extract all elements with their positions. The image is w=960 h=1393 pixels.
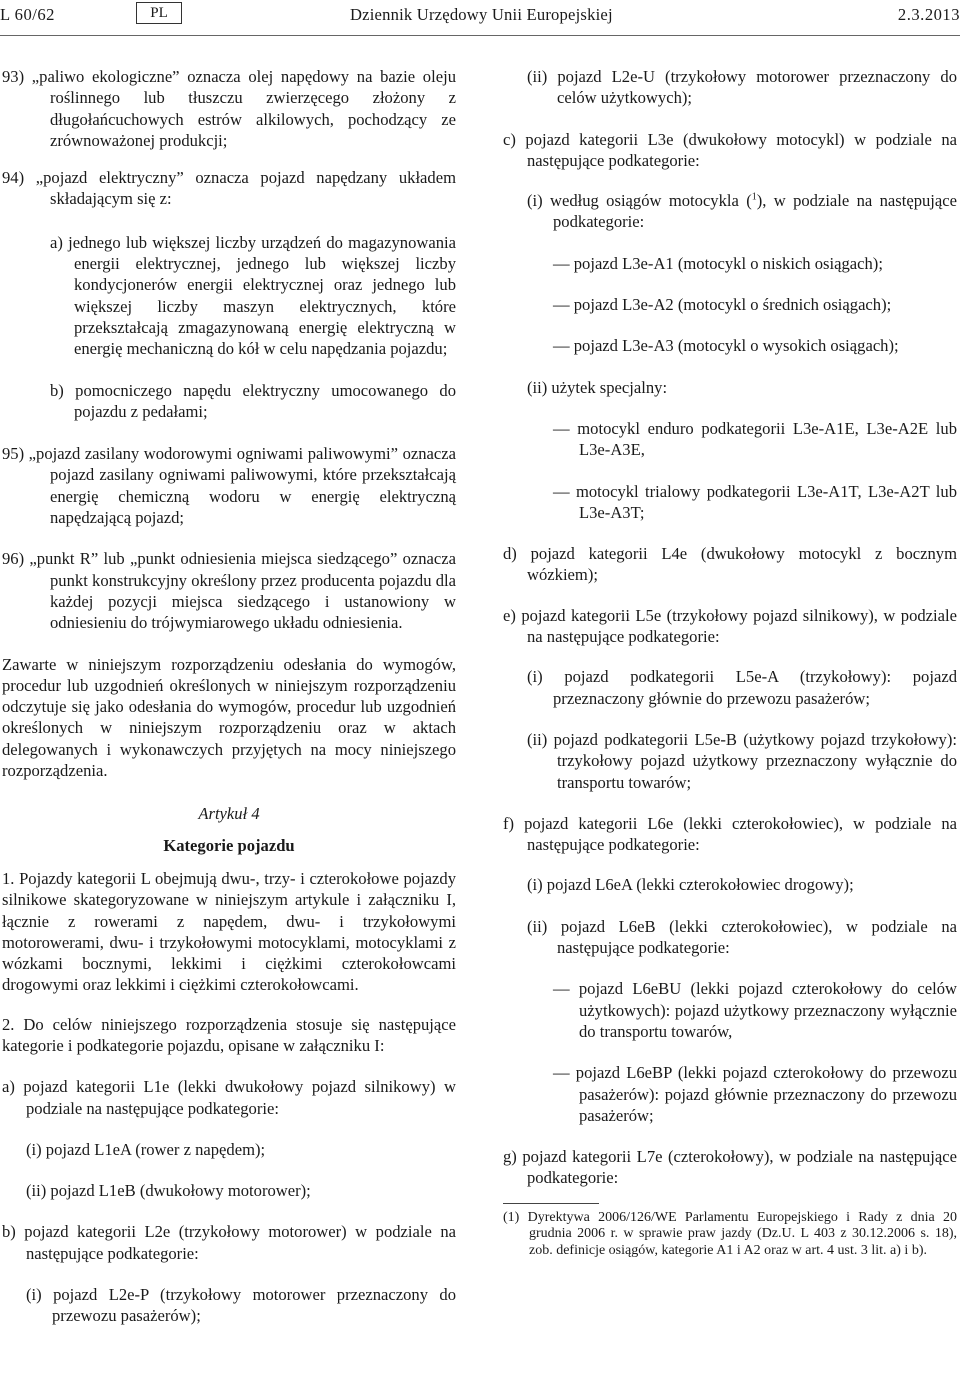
item-f-ii: (ii) pojazd L6eB (lekki czterokołowiec), w podziale na następujące podkategorie:	[527, 916, 957, 958]
definition-94-a: a) jednego lub większej liczby urządzeń do magazynowania energii elektrycznej, jednego lub większej liczby kondycjonerów energii elektrycznej oraz jednego lub większej liczby maszyn elektrycznych, które przekształcają zmagazynowaną energię elektryczną w energię mechaniczną do kół w celu napędzania pojazdu;	[50, 232, 456, 359]
right-column	[503, 66, 957, 1259]
item-a-ii: (ii) pojazd L1eB (dwukołowy motorower);	[26, 1181, 311, 1201]
page-header	[0, 0, 960, 32]
left-column	[2, 66, 456, 1347]
definition-96: 96) „punkt R” lub „punkt odniesienia miejsca siedzącego” oznacza punkt konstrukcyjny określony przez producenta pojazdu dla każdej pozycji miejsca siedzącego i ustanowiony w odniesieniu do trójwymiarowego układu odniesienia.	[2, 549, 456, 633]
item-a-i: (i) pojazd L1eA (rower z napędem);	[26, 1139, 266, 1159]
paragraph-2: 2. Do celów niniejszego rozporządzenia stosuje się następujące kategorie i podkategorie pojazdu, opisane w załączniku I:	[2, 1014, 456, 1055]
item-c-ii: (ii) użytek specjalny:	[527, 377, 668, 397]
item-f: f) pojazd kategorii L6e (lekki czterokołowiec), w podziale na następujące podkategorie:	[503, 813, 957, 855]
item-c-ii-dash-2: — motocykl trialowy podkategorii L3e-A1T, L3e-A2T lub L3e-A3T;	[553, 481, 957, 522]
language-box: PL	[136, 2, 182, 24]
footnote-rule	[503, 1203, 599, 1204]
item-c-i-text: (i) według osiągów motocykla (	[527, 191, 752, 211]
item-b-ii: (ii) pojazd L2e-U (trzykołowy motorower przeznaczony do celów użytkowych);	[527, 67, 957, 108]
item-g: g) pojazd kategorii L7e (czterokołowy), w podziale na następujące podkategorie:	[503, 1147, 957, 1188]
definition-94-b: b) pomocniczego napędu elektryczny umocowanego do pojazdu z pedałami;	[50, 380, 456, 421]
closing-paragraph: Zawarte w niniejszym rozporządzeniu odesłania do wymogów, procedur lub uzgodnień określonych w niniejszym rozporządzeniu odczytuje się jako odesłania do wymogów, procedur lub uzgodnień określonych w niniejszym rozporządzeniu oraz w aktach delegowanych i wykonawczych przyjętych na mocy niniejszego rozporządzenia.	[2, 654, 456, 781]
definition-93: 93) „paliwo ekologiczne” oznacza olej napędowy na bazie oleju roślinnego lub tłuszczu zwierzęcego złożony z długołańcuchowych estrów alkilowych, pochodzący ze zrównoważonej produkcji;	[2, 67, 456, 150]
item-c: c) pojazd kategorii L3e (dwukołowy motocykl) w podziale na następujące podkategorie:	[503, 129, 957, 170]
item-a: a) pojazd kategorii L1e (lekki dwukołowy pojazd silnikowy) w podziale na następujące podkategorie:	[2, 1077, 456, 1118]
item-c-i	[527, 190, 957, 233]
journal-title: Dziennik Urzędowy Unii Europejskiej	[350, 5, 613, 24]
article-title: Kategorie pojazdu	[163, 835, 295, 855]
paragraph-1: 1. Pojazdy kategorii L obejmują dwu-, trzy- i czterokołowe pojazdy silnikowe skategoryzowane w niniejszym artykule i załączniku I, łącznie z rowerami z napędem, dwu- i trzykołowymi motorowerami, dwu- i trzykołowymi motocyklami, motocyklami z wózkami bocznymi, lekkimi i ciężkimi czterokołowcami drogowymi oraz lekkimi i ciężkimi czterokołowcami.	[2, 868, 456, 995]
item-f-ii-dash-1: — pojazd L6eBU (lekki pojazd czterokołowy do celów użytkowych): pojazd użytkowy przeznaczony wyłącznie do transportu towarów,	[553, 979, 957, 1041]
page-number: L 60/62	[0, 5, 55, 24]
item-c-i-dash-2: — pojazd L3e-A2 (motocykl o średnich osiągach);	[553, 295, 892, 315]
publication-date: 2.3.2013	[897, 5, 960, 24]
item-c-i-dash-1: — pojazd L3e-A1 (motocykl o niskich osiągach);	[553, 253, 883, 273]
item-c-i-dash-3: — pojazd L3e-A3 (motocykl o wysokich osiągach);	[553, 336, 899, 356]
item-f-i: (i) pojazd L6eA (lekki czterokołowiec drogowy);	[527, 875, 854, 895]
footnote-1	[503, 1210, 957, 1260]
definition-95: 95) „pojazd zasilany wodorowymi ogniwami paliwowymi” oznacza pojazd zasilany ogniwami paliwowymi, które przekształcają energię chemiczną wodoru w energię elektryczną napędzającą pojazd;	[2, 444, 456, 528]
article-label: Artykuł 4	[198, 804, 260, 824]
item-e: e) pojazd kategorii L5e (trzykołowy pojazd silnikowy), w podziale na następujące podkategorie:	[503, 605, 957, 647]
footnote-text: Dyrektywa 2006/126/WE Parlamentu Europejskiego i Rady z dnia 20 grudnia 2006 r. w sprawie praw jazdy (Dz.U. L 403 z 30.12.2006 s. 18), zob. definicje osiągów, kategorie A1 i A2 oraz w art. 4 ust. 3 lit. a) i b).	[527, 1209, 957, 1258]
definition-94: 94) „pojazd elektryczny” oznacza pojazd napędzany układem składającym się z:	[2, 168, 456, 209]
item-b-i: (i) pojazd L2e-P (trzykołowy motorower przeznaczony do przewozu pasażerów);	[26, 1285, 456, 1326]
item-f-ii-dash-2: — pojazd L6eBP (lekki pojazd czterokołowy do przewozu pasażerów): pojazd głównie przeznaczony do przewozu pasażerów;	[553, 1063, 957, 1125]
item-c-ii-dash-1: — motocykl enduro podkategorii L3e-A1E, L3e-A2E lub L3e-A3E,	[553, 418, 957, 460]
item-b: b) pojazd kategorii L2e (trzykołowy motorower) w podziale na następujące podkategorie:	[2, 1222, 456, 1263]
footnote-mark: (1)	[503, 1209, 520, 1225]
header-rule	[0, 35, 960, 36]
item-d: d) pojazd kategorii L4e (dwukołowy motocykl z bocznym wózkiem);	[503, 544, 957, 585]
item-e-i: (i) pojazd podkategorii L5e-A (trzykołowy): pojazd przeznaczony głównie do przewozu pasażerów;	[527, 667, 957, 708]
footnote-ref: 1	[751, 191, 757, 203]
item-e-ii: (ii) pojazd podkategorii L5e-B (użytkowy pojazd trzykołowy): trzykołowy pojazd użytkowy przeznaczony wyłącznie do transportu towarów;	[527, 729, 957, 792]
item-c-i-text-end: ), w podziale na następujące podkategorie:	[553, 191, 957, 232]
